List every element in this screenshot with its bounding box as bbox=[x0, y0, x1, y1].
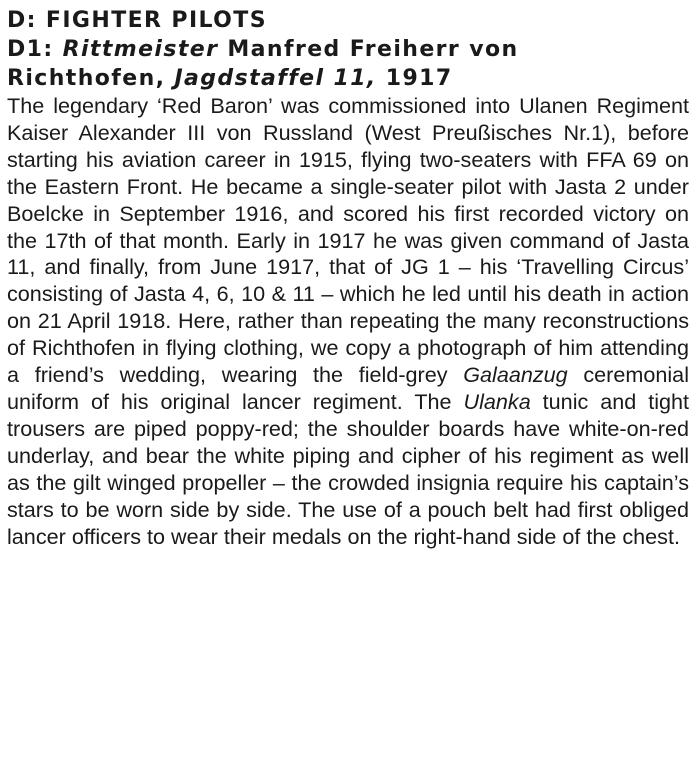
plate-unit: Jagdstaffel 11 bbox=[174, 66, 367, 91]
plate-title-line-2 bbox=[7, 64, 689, 93]
page bbox=[7, 6, 689, 550]
plate-year: 1917 bbox=[385, 66, 453, 91]
body-text-part-2: ceremonial uniform of his original lancer regiment. The bbox=[7, 362, 689, 414]
plate-name-line-1: Manfred Freiherr von bbox=[227, 37, 519, 62]
body-text-part-1: The legendary ‘Red Baron’ was commissioned into Ulanen Regiment Kaiser Alexander III von Russland (West Preußisches Nr.1), before starting his aviation career in 1915, flying two-seaters with FFA 69 on the Eastern Front. He became a single-seater pilot with Jasta 2 under Boelcke in September 1916, and scored his first recorded victory on the 17th of that month. Early in 1917 he was given command of Jasta 11, and finally, from June 1917, that of JG 1 – his ‘Travelling Circus’ consisting of Jasta 4, 6, 10 & 11 – which he led until his death in action on 21 April 1918. Here, rather than repeating the many reconstructions of Richthofen in flying clothing, we copy a photograph of him attending a friend’s wedding, wearing the field-grey bbox=[7, 93, 689, 388]
plate-name-line-2: Richthofen, bbox=[7, 66, 166, 91]
body-text-part-3: tunic and tight trousers are piped poppy-red; the shoulder boards have white-on-red underlay, and bear the white piping and cipher of his regiment as well as the gilt winged propeller – the crowded insignia require his captain’s stars to be worn side by side. The use of a pouch belt had first obliged lancer officers to wear their medals on the right-hand side of the chest. bbox=[7, 388, 690, 549]
plate-year-separator: , bbox=[366, 66, 377, 91]
plate-title-line-1 bbox=[7, 35, 689, 64]
plate-rank: Rittmeister bbox=[62, 37, 219, 62]
section-title bbox=[7, 6, 689, 35]
plate-code: D1: bbox=[7, 37, 54, 62]
term-galaanzug: Galaanzug bbox=[463, 362, 568, 388]
body-paragraph bbox=[7, 93, 689, 550]
term-ulanka: Ulanka bbox=[463, 388, 531, 414]
section-title-text: D: FIGHTER PILOTS bbox=[7, 8, 267, 33]
